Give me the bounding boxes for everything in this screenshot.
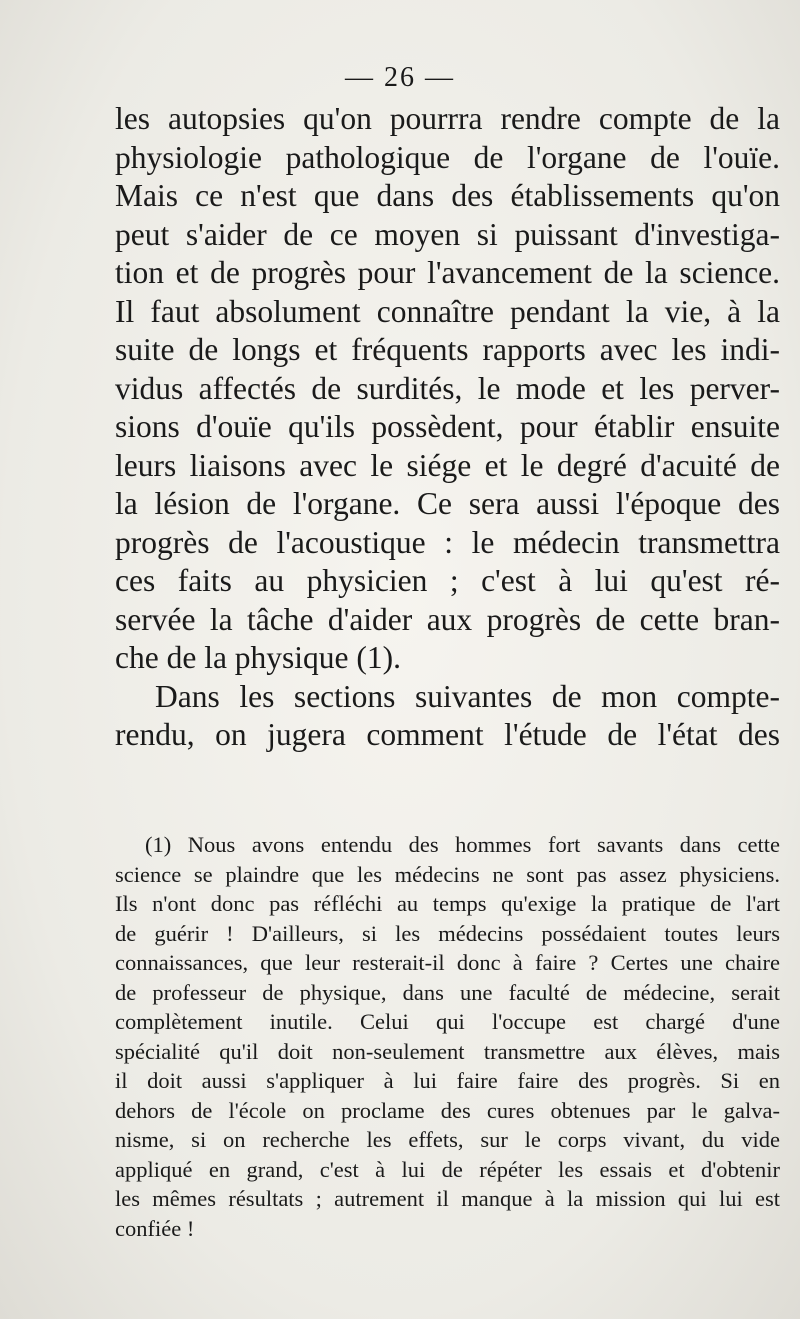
footnote-line: complètement inutile. Celui qui l'occupe est chargé d'une [115,1009,780,1034]
text-line: la lésion de l'organe. Ce sera aussi l'époque des [115,486,780,521]
text-line: peut s'aider de ce moyen si puissant d'investiga- [115,216,780,252]
text-line: physiologie pathologique de l'organe de l'ouïe. [115,139,780,175]
page-number: — 26 — [345,62,455,93]
footnote-line: confiée ! [115,1215,195,1241]
footnote-line: de guérir ! D'ailleurs, si les médecins possédaient toutes leurs [115,920,780,946]
text-line: les autopsies qu'on pourrra rendre compte de la [115,101,780,136]
text-line: servée la tâche d'aider aux progrès de cette bran- [115,601,780,637]
footnote-line: il doit aussi s'appliquer à lui faire faire des progrès. Si en [115,1068,780,1093]
footnote [115,830,780,1243]
footnote-line: science se plaindre que les médecins ne sont pas assez physiciens. [115,861,780,887]
footnote-line: les mêmes résultats ; autrement il manque à la mission qui lui est [115,1186,780,1211]
text-line: Il faut absolument connaître pendant la vie, à la [115,293,780,329]
text-line: sions d'ouïe qu'ils possèdent, pour établir ensuite [115,409,780,444]
text-line: progrès de l'acoustique : le médecin transmettra [115,524,780,560]
text-line: che de la physique (1). [115,640,402,675]
text-line: leurs liaisons avec le siége et le degré d'acuité de [115,447,780,483]
footnote-line: de professeur de physique, dans une faculté de médecine, serait [115,979,780,1005]
footnote-line: appliqué en grand, c'est à lui de répéter les essais et d'obtenir [115,1156,780,1182]
text-line: suite de longs et fréquents rapports avec les indi- [115,332,780,367]
footnote-line: Ils n'ont donc pas réfléchi au temps qu'exige la pratique de l'art [115,891,780,916]
footnote-line: nisme, si on recherche les effets, sur le corps vivant, du vide [115,1127,780,1152]
text-line: vidus affectés de surdités, le mode et les perver- [115,370,780,406]
footnote-line: (1) Nous avons entendu des hommes fort savants dans cette [145,832,780,857]
text-line: Mais ce n'est que dans des établissements qu'on [115,178,780,213]
text-line: ces faits au physicien ; c'est à lui qu'est ré- [115,563,780,598]
main-text [115,100,780,755]
text-line: rendu, on jugera comment l'étude de l'état des [115,717,780,752]
footnote-line: spécialité qu'il doit non-seulement transmettre aux élèves, mais [115,1038,780,1064]
text-line: tion et de progrès pour l'avancement de la science. [115,255,780,290]
footnote-line: dehors de l'école on proclame des cures obtenues par le galva- [115,1097,780,1123]
footnote-line: connaissances, que leur resterait-il donc à faire ? Certes une chaire [115,950,780,975]
text-line: Dans les sections suivantes de mon compte- [155,678,780,714]
